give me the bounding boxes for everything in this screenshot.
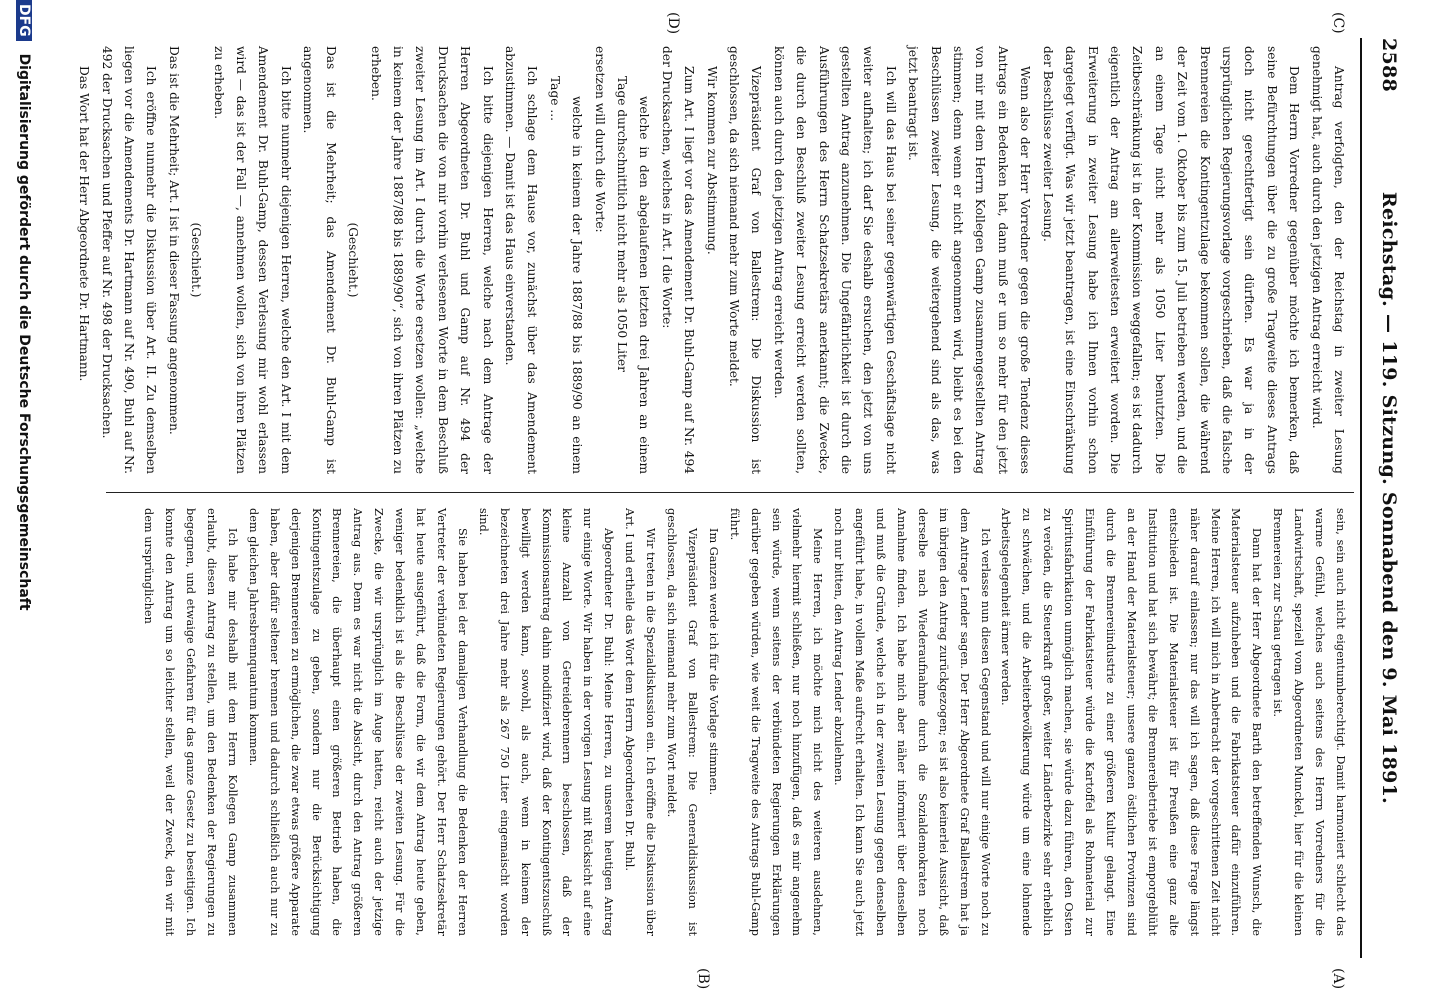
dfg-logo: DFG [16, 0, 32, 41]
paragraph: ersetzen will durch die Worte: [592, 46, 607, 233]
footer-text: Digitalisierung gefördert durch die Deutsche Forschungsgemeinschaft [16, 53, 32, 611]
stage-direction: (Geschieht.) [346, 222, 361, 298]
stage-direction: (Geschieht.) [189, 222, 204, 298]
quoted-text: welche in keinem der Jahre 1887/88 bis 1889/90 an einem Tage ... [547, 76, 585, 474]
quoted-text: welche in den abgelaufenen letzten drei Jahren an einem Tage durchschnittlich nicht mehr als 1050 Liter [615, 76, 652, 474]
paragraph: Meine Herren, ich möchte mich nicht des weiteren ausdehnen, vielmehr hiermit schließen, nur noch hinzufügen, daß es mir angenehm sein würde, wenn seitens der verbündeten Regierungen Erklärungen darüber gegeben würden, wie weit die Tragweite des Antrags Buhl-Gamp führt. [727, 508, 825, 936]
paragraph: Ich bitte nunmehr diejenigen Herren, welche den Art. I mit dem Amendement Dr. Buhl-Gamp, dessen Verlesung mir wohl erlassen wird — das ist der Fall —, annehmen wollen, sich von ihren Plätzen zu erheben. [211, 46, 293, 474]
paragraph: Das ist die Mehrheit; Art. I ist in dieser Fassung angenommen. [166, 46, 181, 435]
page-header [1366, 38, 1406, 958]
paragraph: Antrag verfolgten, den der Reichstag in zweiter Lesung genehmigt hat, auch durch den jetzigen Antrag erreicht wird. [1309, 46, 1346, 474]
paragraph: Vizepräsident Graf von Ballestrem: Die Diskussion ist geschlossen, da sich niemand mehr zum Worte meldet. [727, 46, 764, 474]
paragraph: Ich habe mir deshalb mit dem Herrn Kollegen Gamp zusammen erlaubt, diesen Antrag zu stellen, um den Bedenken der Regierungen zu begegnen, und etwaige Gefahren für das ganze Gesetz zu beseitigen. Ich konnte den Antrag um so leichter stellen, weil der Zweck, den wir mit dem ursprünglichen [142, 508, 239, 936]
header-rule [1360, 38, 1362, 958]
margin-marker-c: (C) [1330, 12, 1346, 34]
running-title: Reichstag. — 119. Sitzung. Sonnabend den 9. Mai 1891. [1378, 191, 1400, 805]
footer [4, 0, 32, 1000]
page-number-left: 2588 [1378, 38, 1400, 93]
paragraph: Vizepräsident Graf von Ballestrem: Die Generaldiskussion ist geschlossen, da sich niemand mehr zum Wort meldet. [665, 508, 699, 936]
paragraph: Im Ganzen werde ich für die Vorlage stimmen. [706, 528, 720, 796]
paragraph: Wir treten in die Spezialdiskussion ein. Ich eröffne die Diskussion über Art. I und ertheile das Wort dem Herrn Abgeordneten Dr. Buhl. [623, 508, 658, 936]
paragraph: Ich will das Haus bei seiner gegenwärtigen Geschäftslage nicht weiter aufhalten; ich darf Sie deshalb ersuchen, den jetzt von uns gestellten Antrag anzunehmen. Die Ungefährlichkeit ist durch die Ausführungen des Herrn Schatzsekretärs anerkannt; die Zwecke, die durch den Beschluß zweiter Lesung erreicht werden sollten, können auch durch den jetzigen Antrag erreicht werden. [771, 46, 898, 474]
paragraph: Dann hat der Herr Abgeordnete Barth den betreffenden Wunsch, die Materialsteuer aufzuheben und die Fabrikatsteuer dafür einzuführen. Meine Herren, ich will mich in Anbetracht der vorgeschrittenen Zeit nicht näher darauf einlassen; nur das will ich sagen, daß diese Frage längst entschieden ist. Die Materialsteuer ist für Preußen eine ganz alte Institution und hat sich bewährt; die Brennereibetriebe ist emporgeblüht an der Hand der Materialsteuer; unsere ganzen östlichen Provinzen sind durch die Brennereiindustrie zu einer größeren Kultur gelangt. Eine Einführung der Fabrikatsteuer würde die Kartoffel als Rohmaterial zur Spiritusfabrikation unmöglich machen, sie würde dazu führen, den Osten zu veröden, die Steuerkraft großer, weiter Länderbezirke sehr erheblich zu schwächen, und die Arbeiterbevölkerung würde um eine lohnende Arbeitsgelegenheit ärmer werden. [999, 508, 1264, 936]
column-divider [106, 492, 1354, 493]
paragraph: Abgeordneter Dr. Buhl: Meine Herren, zu unserem heutigen Antrag nur einige Worte. Wir haben in der vorigen Lesung mit Rücksicht auf eine kleine Anzahl von Getreidebrennern beschlossen, daß der Kommissionsantrag dahin modifiziert wird, daß der Kontingentszuschuß bewilligt werden kann, sowohl, als auch, wenn in keinem der bezeichneten drei Jahre mehr als 267 750 Liter eingemaischt worden sind. [476, 508, 616, 936]
text-column-left [73, 46, 1350, 474]
margin-marker-b: (B) [695, 968, 711, 990]
paragraph: Zum Art. I liegt vor das Amendement Dr. Buhl-Gamp auf Nr. 494 der Drucksachen, welches in Art. I die Worte: [659, 46, 697, 474]
margin-marker-a: (A) [1330, 968, 1346, 990]
paragraph: Das Wort hat der Herr Abgeordnete Dr. Hartmann. [77, 66, 92, 382]
text-column-right [137, 508, 1350, 936]
paragraph: Ich verlasse nun diesen Gegenstand und will nur einige Worte noch zu dem Antrage Lender sagen. Der Herr Abgeordnete Graf Ballestrem hat ja im übrigen den Antrag zurückgezogen; es ist also keinerlei Aussicht, daß derselbe nach Wiederaufnahme durch die Sozialdemokraten noch Annahme finden. Ich habe mich aber näher informiert über denselben und muß die Gründe, welche ich in der zweiten Lesung gegen denselben angeführt habe, in vollem Maße aufrecht erhalten. Ich kann Sie auch jetzt noch nur bitten, den Antrag Lender abzulehnen. [832, 508, 992, 936]
paragraph: Sie haben bei der damaligen Verhandlung die Bedenken der Herren Vertreter der verbündeten Regierungen gehört. Der Herr Schatzsekretär hat heute ausgeführt, daß die Form, die wir dem Antrag heute geben, weniger bedenklich ist als die Beschlüsse der zweiten Lesung. Für die Zwecke, die wir ursprünglich im Auge hatten, reicht auch der jetzige Antrag aus. Denn es war nicht die Absicht, durch den Antrag größeren Brennereien, die überhaupt einen größeren Betrieb haben, die Kontingentszulage zu geben, sondern nur die Berücksichtigung derjenigen Brennereien zu ermöglichen, die zwar etwas größere Apparate haben, aber dafür seltener brennen und dadurch schließlich auch nur zu dem gleichen Jahresbrennquantum kommen. [246, 508, 469, 936]
paragraph: Das ist die Mehrheit; das Amendement Dr. Buhl-Gamp ist angenommen. [301, 46, 338, 474]
paragraph: sein, sein auch nicht eigentumberechtigt. Damit harmoniert schlecht das warme Gefühl, welches auch seitens des Herrn Vorredners für die Landwirtschaft, speziell vom Abgeordneten Munckel, hier für die kleinen Brennereien zur Schau getragen ist. [1271, 508, 1347, 936]
paragraph: Wenn also der Herr Vorredner gegen die große Tendenz dieses Antrags ein Bedenken hat, dann muß er um so mehr für den jetzt von mir mit dem Herrn Kollegen Gamp zusammengestellten Antrag stimmen; denn wenn er nicht angenommen wird, bleibt es bei den Beschlüssen zweiter Lesung, die weitergehend sind als das, was jetzt beantragt ist. [906, 46, 1033, 474]
paragraph: Dem Herrn Vorredner gegenüber möchte ich bemerken, daß seine Befürchtungen über die zu große Tragweite dieses Antrags doch nicht gerechtfertigt sein dürften. Es war ja in der ursprünglichen Regierungsvorlage vorgeschrieben, daß die falsche Brennereien die Kontingentzulage bekommen sollen, die während der Zeit vom 1. Oktober bis zum 15. Juli betrieben werden, und die an einem Tage nicht mehr als 1050 Liter benutzten. Die Zeitbeschränkung ist in der Kommission weggefallen; es ist dadurch eigentlich der Antrag am allerweitesten erweitert worden. Die Erweiterung in zweiter Lesung habe ich Ihnen vorhin schon dargelegt verfügt. Was wir jetzt beantragen, ist eine Einschränkung der Beschlüsse zweiter Lesung. [1040, 46, 1302, 474]
paragraph: Ich eröffne nunmehr die Diskussion über Art. II. Zu demselben liegen vor die Amendements Dr. Hartmann auf Nr. 490, Buhl auf Nr. 492 der Drucksachen und Pfeffer auf Nr. 498 der Drucksachen. [99, 46, 159, 474]
paragraph: Wir kommen zur Abstimmung. [704, 66, 719, 255]
margin-marker-d: (D) [665, 12, 681, 35]
paragraph: Ich schlage dem Hause vor, zunächst über das Amendement abzustimmen. — Damit ist das Haus einverstanden. [502, 46, 540, 474]
paragraph: Ich bitte diejenigen Herren, welche nach dem Antrage der Herren Abgeordneten Dr. Buhl und Gamp auf Nr. 494 der Drucksachen die von mir vorhin verlesenen Worte in dem Beschluß zweiter Lesung im Art. I durch die Worte ersetzen wollen: „welche in keinem der Jahre 1887/88 bis 1889/90“, sich von ihren Plätzen zu erheben. [368, 46, 495, 474]
